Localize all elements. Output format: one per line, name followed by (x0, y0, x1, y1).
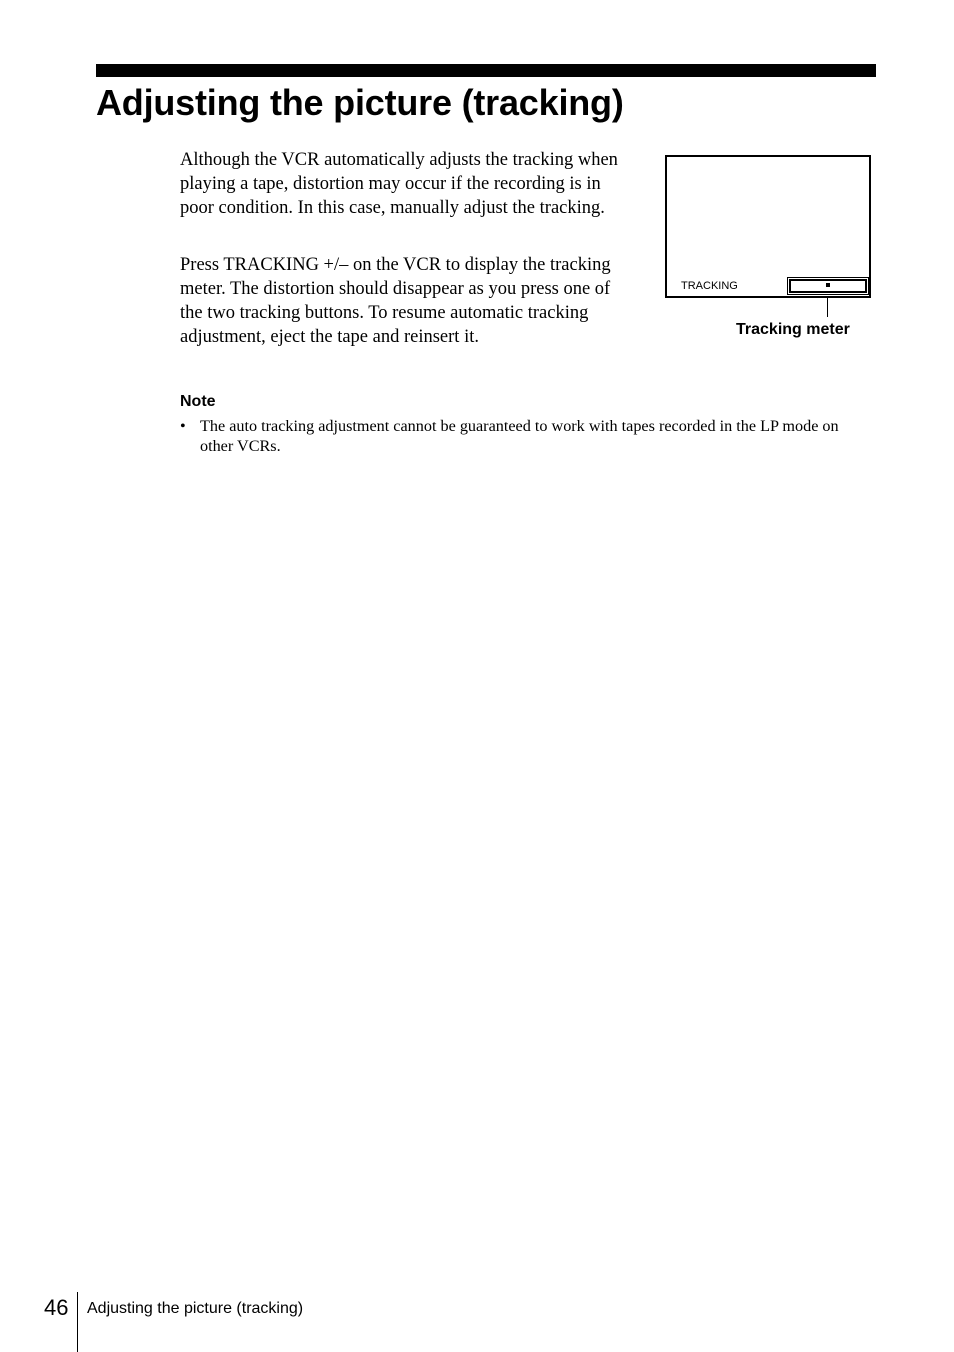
footer-divider (77, 1292, 78, 1352)
note-list (180, 416, 870, 456)
note-item (180, 416, 870, 456)
tv-screen-illustration (665, 155, 871, 298)
body-paragraph-intro: Although the VCR automatically adjusts the tracking when playing a tape, distortion may occur if the recording is in poor condition. In this case, manually adjust the tracking. (180, 150, 618, 218)
tracking-label: TRACKING (681, 280, 738, 292)
note-item-text: The auto tracking adjustment cannot be guaranteed to work with tapes recorded in the LP mode on other VCRs. (200, 417, 839, 455)
page-title: Adjusting the picture (tracking) (96, 82, 624, 123)
tracking-meter (789, 279, 867, 293)
bullet: • (180, 417, 186, 435)
body-paragraph-instructions: Press TRACKING +/– on the VCR to display the tracking meter. The distortion should disappear as you press one of the two tracking buttons. To resume automatic tracking adjustment, eject the tape and reinsert it. (180, 255, 611, 347)
note-heading: Note (180, 393, 216, 410)
tracking-meter-marker (826, 283, 830, 287)
tracking-meter-callout: Tracking meter (736, 321, 850, 338)
page-number: 46 (44, 1295, 69, 1320)
callout-leader-line (827, 296, 828, 317)
title-rule (96, 64, 876, 77)
footer-section-title: Adjusting the picture (tracking) (87, 1300, 304, 1317)
